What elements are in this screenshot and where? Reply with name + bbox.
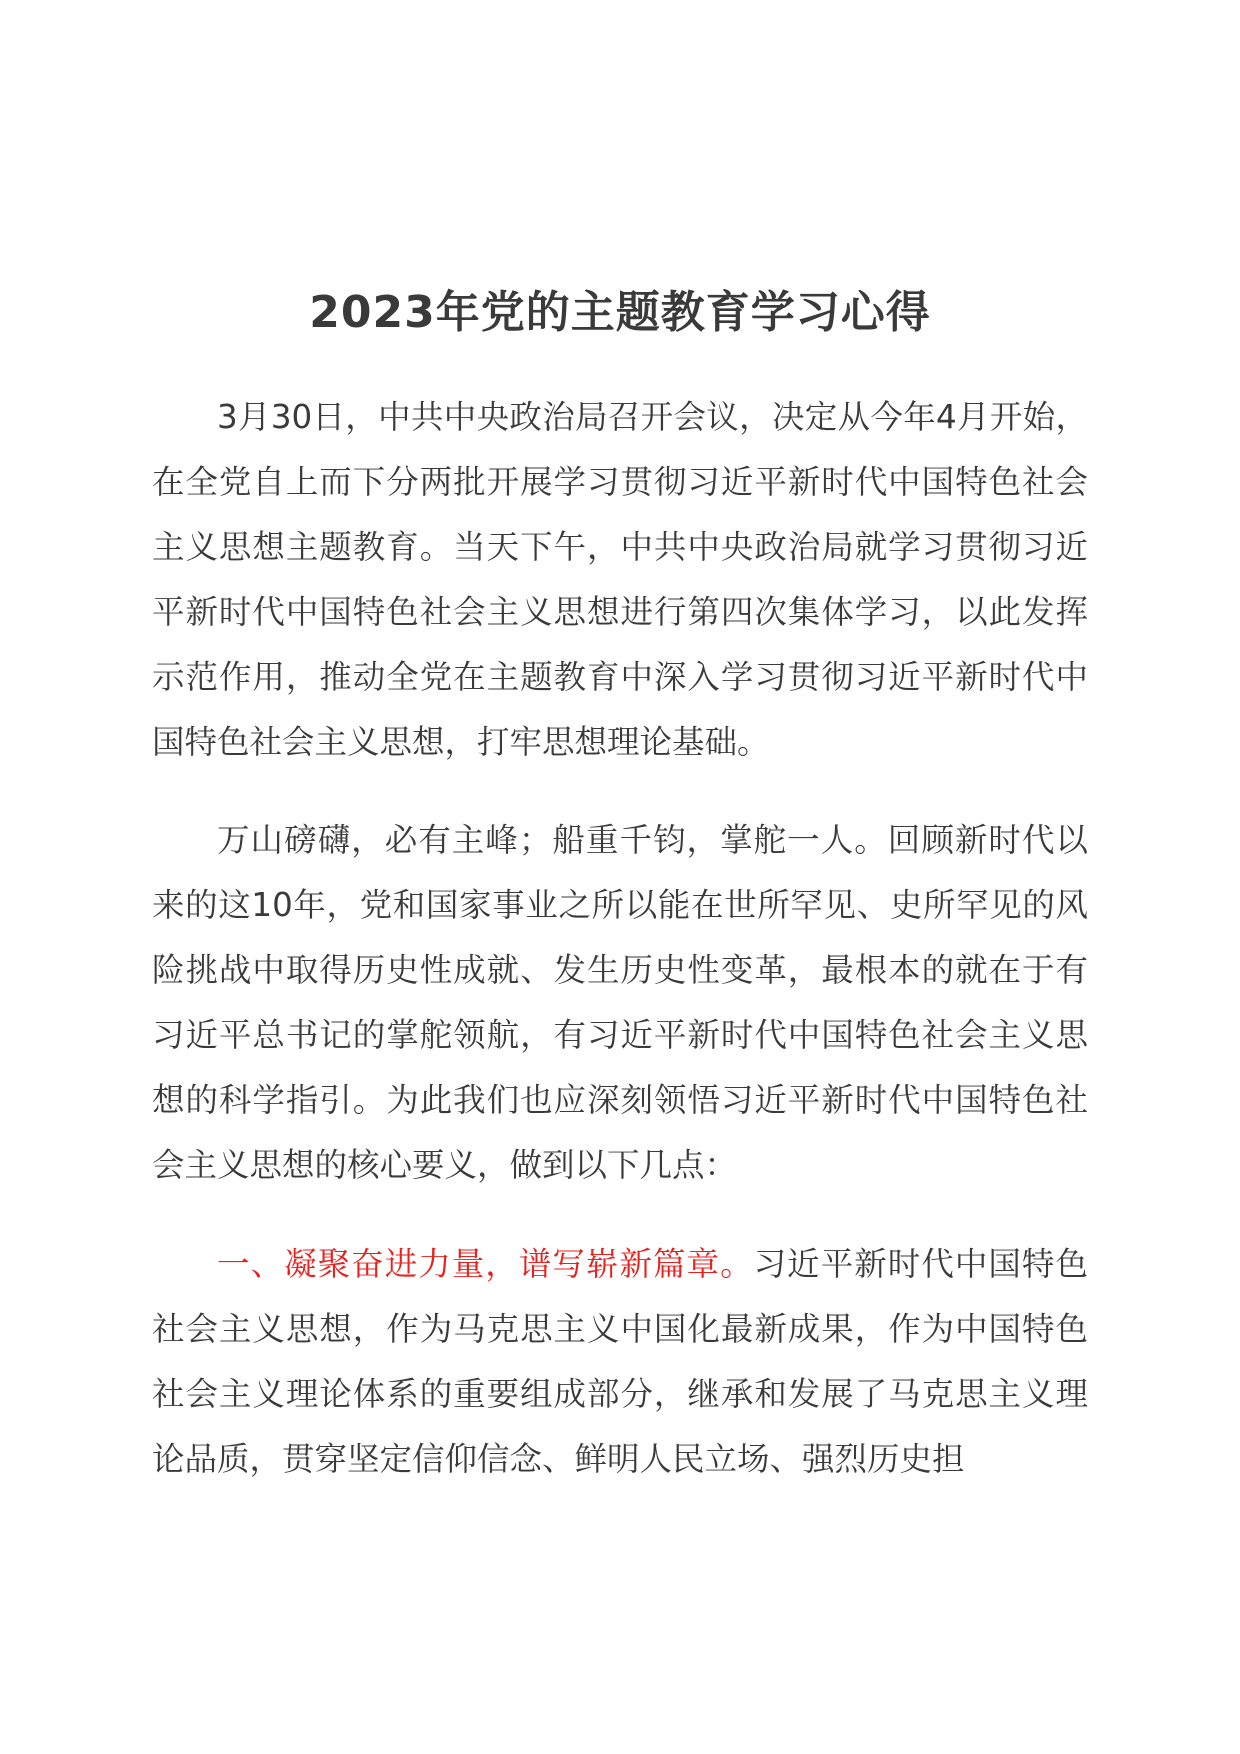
document-title: 2023年党的主题教育学习心得 <box>309 287 931 338</box>
paragraph-point-one-text: 习近平新时代中国特色社会主义思想，作为马克思主义中国化最新成果，作为中国特色社会主义理论体系的重要组成部分，继承和发展了马克思主义理论品质，贯穿坚定信仰信念、鲜明人民立场、强烈历史担 <box>152 1245 1088 1478</box>
paragraph-intro-text: 3月30日，中共中央政治局召开会议，决定从今年4月开始，在全党自上而下分两批开展学习贯彻习近平新时代中国特色社会主义思想主题教育。当天下午，中共中央政治局就学习贯彻习近平新时代中国特色社会主义思想进行第四次集体学习，以此发挥示范作用，推动全党在主题教育中深入学习贯彻习近平新时代中国特色社会主义思想，打牢思想理论基础。 <box>152 398 1088 761</box>
section-heading-one: 一、凝聚奋进力量，谱写崭新篇章。 <box>217 1245 754 1283</box>
paragraph-context <box>152 808 1088 1198</box>
paragraph-context-text: 万山磅礴，必有主峰；船重千钧，掌舵一人。回顾新时代以来的这10年，党和国家事业之所以能在世所罕见、史所罕见的风险挑战中取得历史性成就、发生历史性变革，最根本的就在于有习近平总书记的掌舵领航，有习近平新时代中国特色社会主义思想的科学指引。为此我们也应深刻领悟习近平新时代中国特色社会主义思想的核心要义，做到以下几点： <box>152 821 1088 1184</box>
paragraph-intro <box>152 385 1088 775</box>
paragraph-point-one <box>152 1232 1088 1492</box>
